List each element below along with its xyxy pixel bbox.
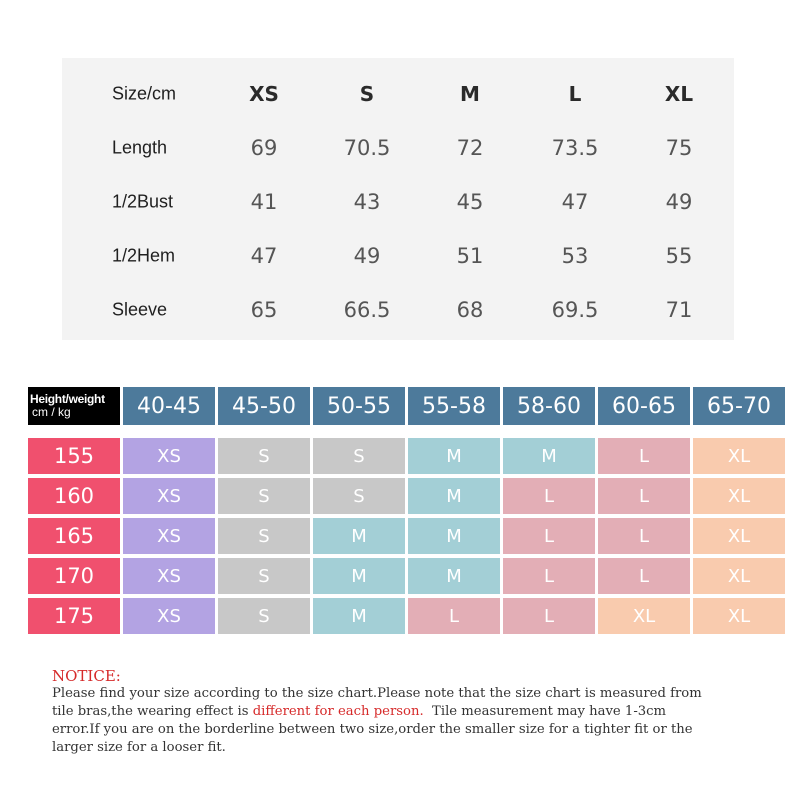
- measurement-row: [62, 128, 734, 168]
- size-cell: M: [408, 558, 500, 594]
- size-unit-label: Size/cm: [112, 83, 177, 104]
- measurement-value: 49: [353, 244, 381, 268]
- measurement-value: 75: [665, 136, 693, 160]
- notice-line-3: error.If you are on the borderline between two size,order the smaller size for a tighter fit or the: [52, 722, 693, 737]
- size-cell: L: [598, 478, 690, 514]
- size-cell: L: [408, 598, 500, 634]
- size-cell: L: [503, 518, 595, 554]
- size-cell: L: [598, 518, 690, 554]
- size-cell: XL: [693, 558, 785, 594]
- notice-line-2: [52, 703, 762, 721]
- size-cell: XS: [123, 438, 215, 474]
- size-header-xl: XL: [664, 82, 694, 106]
- measurement-label: 1/2Bust: [112, 191, 174, 212]
- height-row-header: 155: [28, 438, 120, 474]
- size-cell: S: [218, 518, 310, 554]
- size-cell: S: [218, 558, 310, 594]
- measurement-value: 55: [665, 244, 693, 268]
- size-cell: XS: [123, 478, 215, 514]
- size-cell: XL: [598, 598, 690, 634]
- size-cell: M: [503, 438, 595, 474]
- notice-line-2-end: Tile measurement may have 1-3cm: [423, 704, 667, 719]
- measurement-value: 73.5: [551, 136, 599, 160]
- size-cell: S: [218, 438, 310, 474]
- size-cell: XL: [693, 598, 785, 634]
- notice-block: [52, 667, 762, 757]
- notice-line-2-start: tile bras,the wearing effect is: [52, 704, 253, 719]
- notice-title: NOTICE:: [52, 667, 121, 685]
- measurement-value: 66.5: [343, 298, 391, 322]
- height-row-header: 165: [28, 518, 120, 554]
- size-cell: M: [313, 518, 405, 554]
- size-cell: XL: [693, 518, 785, 554]
- weight-column-header: 65-70: [693, 387, 785, 425]
- size-header-s: S: [359, 82, 375, 106]
- size-cell: S: [218, 478, 310, 514]
- measurement-value: 49: [665, 190, 693, 214]
- size-cell: S: [218, 598, 310, 634]
- notice-highlight: different for each person.: [252, 704, 424, 719]
- size-cell: XS: [123, 518, 215, 554]
- size-cell: S: [313, 478, 405, 514]
- measurement-label: 1/2Hem: [112, 245, 176, 266]
- measurement-value: 71: [665, 298, 693, 322]
- measurement-value: 70.5: [343, 136, 391, 160]
- notice-line-4: larger size for a looser fit.: [52, 740, 226, 755]
- height-weight-table: [28, 387, 788, 639]
- measurement-value: 69.5: [551, 298, 599, 322]
- weight-column-header: 45-50: [218, 387, 310, 425]
- size-header-m: M: [460, 82, 480, 106]
- measurement-row: [62, 290, 734, 330]
- size-header-l: L: [568, 82, 582, 106]
- size-cell: XS: [123, 558, 215, 594]
- size-cell: L: [598, 438, 690, 474]
- notice-line-1: Please find your size according to the size chart.Please note that the size chart is measured from: [52, 686, 702, 701]
- corner-line-1: Height/weight: [30, 392, 105, 406]
- size-cell: L: [503, 478, 595, 514]
- height-weight-corner-label: [28, 387, 120, 425]
- weight-column-header: 50-55: [313, 387, 405, 425]
- size-cell: XL: [693, 478, 785, 514]
- size-cell: L: [503, 558, 595, 594]
- measurement-table: [62, 58, 734, 340]
- height-row-header: 160: [28, 478, 120, 514]
- weight-column-header: 60-65: [598, 387, 690, 425]
- measurement-value: 45: [456, 190, 484, 214]
- size-cell: L: [503, 598, 595, 634]
- measurement-value: 65: [250, 298, 278, 322]
- size-cell: XS: [123, 598, 215, 634]
- weight-column-header: 40-45: [123, 387, 215, 425]
- size-cell: M: [408, 438, 500, 474]
- measurement-value: 68: [456, 298, 484, 322]
- size-cell: M: [408, 478, 500, 514]
- height-row-header: 170: [28, 558, 120, 594]
- size-cell: M: [408, 518, 500, 554]
- measurement-label: Length: [112, 137, 168, 158]
- size-cell: S: [313, 438, 405, 474]
- measurement-value: 53: [561, 244, 589, 268]
- measurement-value: 69: [250, 136, 278, 160]
- measurement-value: 41: [250, 190, 278, 214]
- weight-column-header: 55-58: [408, 387, 500, 425]
- weight-column-header: 58-60: [503, 387, 595, 425]
- size-cell: M: [313, 558, 405, 594]
- height-row-header: 175: [28, 598, 120, 634]
- measurement-header-row: [62, 74, 734, 114]
- size-cell: L: [598, 558, 690, 594]
- measurement-value: 47: [250, 244, 278, 268]
- size-header-xs: XS: [249, 82, 279, 106]
- size-cell: M: [313, 598, 405, 634]
- measurement-row: [62, 182, 734, 222]
- corner-line-2: cm / kg: [32, 405, 71, 419]
- size-cell: XL: [693, 438, 785, 474]
- measurement-value: 72: [456, 136, 484, 160]
- measurement-value: 47: [561, 190, 589, 214]
- measurement-label: Sleeve: [112, 299, 168, 320]
- measurement-row: [62, 236, 734, 276]
- measurement-value: 51: [456, 244, 484, 268]
- measurement-value: 43: [353, 190, 381, 214]
